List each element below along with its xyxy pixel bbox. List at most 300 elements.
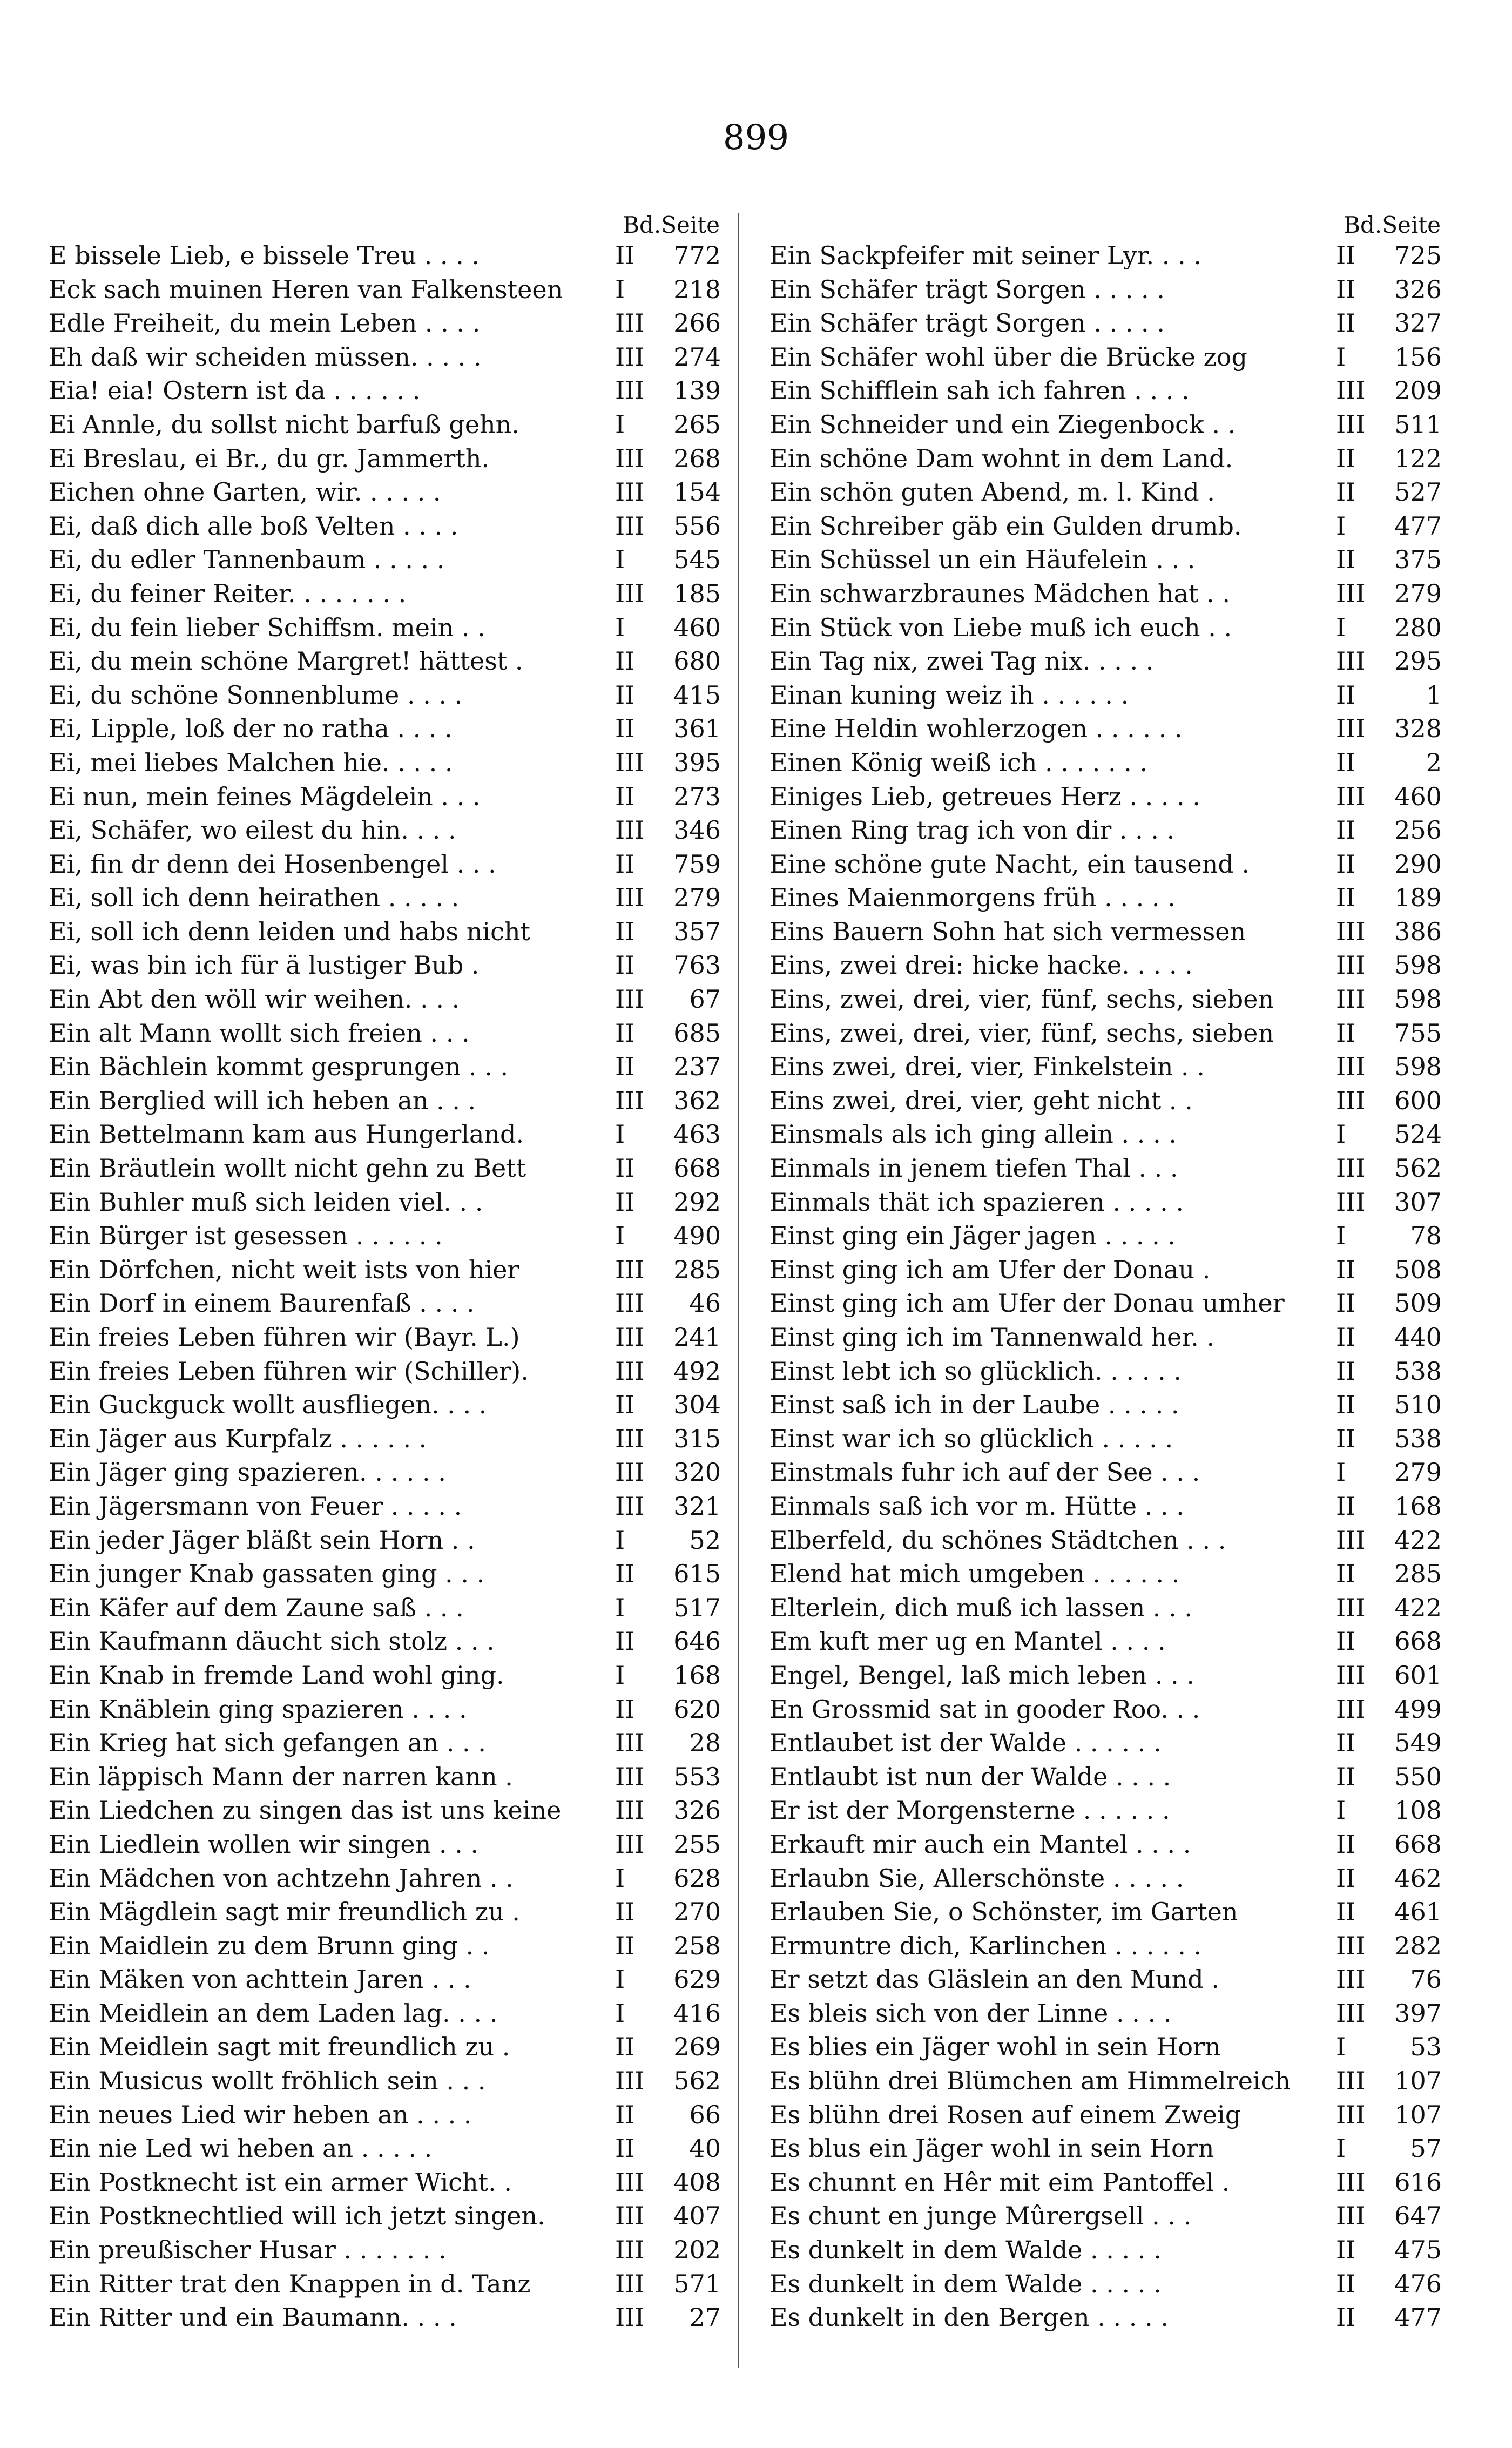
index-entry <box>49 2199 721 2233</box>
entry-reference <box>1310 1624 1442 1658</box>
entry-reference <box>589 1997 721 2031</box>
entry-page: 2 <box>1426 747 1442 777</box>
entry-page: 67 <box>689 984 721 1014</box>
index-entry <box>49 442 721 476</box>
entry-volume: II <box>1336 2235 1356 2265</box>
entry-page: 460 <box>673 612 721 642</box>
entry-reference <box>1310 340 1442 374</box>
entry-volume: III <box>615 1356 645 1386</box>
entry-title: Ei, du fein lieber Schiffsm. mein . . <box>49 612 485 642</box>
entry-reference <box>589 1862 721 1896</box>
entry-title: Ein Knab in fremde Land wohl ging. <box>49 1660 504 1690</box>
entry-reference <box>589 509 721 543</box>
entry-title: Eins, zwei, drei, vier, fünf, sechs, sieben <box>770 1018 1274 1048</box>
index-entry <box>49 1489 721 1523</box>
entry-page: 490 <box>673 1221 721 1251</box>
entry-reference <box>589 1388 721 1422</box>
entry-title: Ein Abt den wöll wir weihen. . . . <box>49 984 460 1014</box>
entry-title: Ein Bettelmann kam aus Hungerland. <box>49 1120 524 1149</box>
entry-page: 462 <box>1394 1863 1442 1893</box>
entry-title: Es bleis sich von der Linne . . . . <box>770 1998 1172 2028</box>
entry-title: Elend hat mich umgeben . . . . . . <box>770 1559 1180 1589</box>
index-entry <box>49 1016 721 1050</box>
entry-page: 139 <box>673 376 721 406</box>
entry-page: 755 <box>1394 1018 1442 1048</box>
entry-reference <box>589 1658 721 1692</box>
entry-volume: I <box>615 1593 625 1622</box>
entry-volume: III <box>615 1762 645 1791</box>
entry-page: 395 <box>673 747 721 777</box>
entry-volume: III <box>615 1491 645 1521</box>
entry-volume: II <box>1336 1424 1356 1453</box>
entry-page: 549 <box>1394 1728 1442 1758</box>
entry-page: 209 <box>1394 376 1442 406</box>
entry-page: 598 <box>1394 1052 1442 1082</box>
index-entry <box>49 982 721 1016</box>
entry-volume: III <box>1336 781 1366 811</box>
entry-page: 422 <box>1394 1593 1442 1622</box>
entry-title: Eia! eia! Ostern ist da . . . . . . <box>49 376 421 406</box>
index-entry <box>770 1895 1442 1929</box>
index-entry <box>49 239 721 273</box>
entry-volume: III <box>615 308 645 338</box>
entry-reference <box>589 1929 721 1963</box>
entry-title: Eins zwei, drei, vier, geht nicht . . <box>770 1085 1193 1115</box>
index-entry <box>49 1963 721 1997</box>
index-entry <box>770 239 1442 273</box>
entry-page: 509 <box>1394 1289 1442 1318</box>
index-entry <box>770 1455 1442 1489</box>
entry-volume: II <box>1336 545 1356 575</box>
entry-volume: III <box>615 2066 645 2096</box>
entry-title: Ei, was bin ich für ä lustiger Bub . <box>49 950 480 980</box>
index-entry <box>49 1827 721 1862</box>
entry-title: Entlaubt ist nun der Walde . . . . <box>770 1762 1171 1791</box>
entry-title: Ein Meidlein sagt mit freundlich zu . <box>49 2032 510 2062</box>
entry-title: Einmals saß ich vor m. Hütte . . . <box>770 1491 1184 1521</box>
entry-volume: III <box>1336 1965 1366 1994</box>
entry-title: Erlaubn Sie, Allerschönste . . . . . <box>770 1863 1184 1893</box>
entry-reference <box>589 1219 721 1253</box>
entry-title: En Grossmid sat in gooder Roo. . . <box>770 1694 1200 1724</box>
entry-volume: II <box>1336 1390 1356 1420</box>
entry-page: 256 <box>1394 815 1442 845</box>
index-entry <box>49 1692 721 1727</box>
entry-reference <box>1310 408 1442 442</box>
entry-page: 53 <box>1410 2032 1442 2062</box>
entry-page: 279 <box>673 883 721 913</box>
entry-title: Ei nun, mein feines Mägdelein . . . <box>49 781 481 811</box>
index-entry <box>770 1151 1442 1185</box>
entry-page: 476 <box>1394 2269 1442 2298</box>
index-entry <box>49 1895 721 1929</box>
entry-reference <box>1310 1827 1442 1862</box>
entry-page: 668 <box>1394 1829 1442 1859</box>
entry-page: 122 <box>1394 443 1442 473</box>
entry-title: Eins Bauern Sohn hat sich vermessen <box>770 916 1246 946</box>
index-entry <box>49 1726 721 1760</box>
entry-reference <box>1310 1320 1442 1354</box>
entry-volume: III <box>615 342 645 372</box>
index-entry <box>770 881 1442 915</box>
entry-volume: I <box>615 612 625 642</box>
entry-title: Eck sach muinen Heren van Falkensteen <box>49 274 563 304</box>
entry-volume: II <box>615 1154 635 1183</box>
entry-volume: II <box>1336 274 1356 304</box>
entry-reference <box>1310 1016 1442 1050</box>
entry-volume: III <box>615 1829 645 1859</box>
entry-page: 156 <box>1394 342 1442 372</box>
entry-title: Es chunt en junge Mûrergsell . . . <box>770 2201 1192 2231</box>
entry-page: 538 <box>1394 1356 1442 1386</box>
entry-volume: III <box>1336 1052 1366 1082</box>
entry-reference <box>589 1455 721 1489</box>
entry-volume: II <box>615 2032 635 2062</box>
entry-volume: II <box>1336 1762 1356 1791</box>
entry-reference <box>589 847 721 881</box>
entry-volume: II <box>615 1018 635 1048</box>
index-entry <box>770 1692 1442 1727</box>
entry-volume: III <box>615 984 645 1014</box>
entry-title: Ein Dörfchen, nicht weit ists von hier <box>49 1255 519 1284</box>
entry-page: 463 <box>673 1120 721 1149</box>
entry-page: 40 <box>689 2134 721 2163</box>
entry-volume: I <box>1336 1120 1346 1149</box>
entry-title: Ermuntre dich, Karlinchen . . . . . . <box>770 1931 1202 1960</box>
entry-volume: III <box>1336 1660 1366 1690</box>
entry-page: 556 <box>673 511 721 541</box>
entry-volume: II <box>615 1559 635 1589</box>
entry-title: Einst ging ich am Ufer der Donau . <box>770 1255 1211 1284</box>
entry-page: 274 <box>673 342 721 372</box>
index-entry <box>49 1320 721 1354</box>
entry-reference <box>589 678 721 712</box>
index-entry <box>770 442 1442 476</box>
entry-title: Ei, du schöne Sonnenblume . . . . <box>49 680 463 710</box>
index-entry <box>770 2030 1442 2064</box>
entry-title: Ein Dorf in einem Baurenfaß . . . . <box>49 1289 475 1318</box>
entry-page: 285 <box>673 1255 721 1284</box>
entry-page: 680 <box>673 646 721 676</box>
entry-volume: II <box>1336 241 1356 270</box>
entry-reference <box>589 273 721 307</box>
entry-title: Eine schöne gute Nacht, ein tausend . <box>770 849 1250 879</box>
index-entry <box>770 340 1442 374</box>
entry-title: Einst ging ich am Ufer der Donau umher <box>770 1289 1285 1318</box>
entry-volume: III <box>1336 916 1366 946</box>
entry-volume: III <box>1336 2167 1366 2197</box>
entry-page: 154 <box>673 477 721 507</box>
page-number: 899 <box>723 118 789 158</box>
entry-page: 562 <box>1394 1154 1442 1183</box>
entry-page: 285 <box>1394 1559 1442 1589</box>
entry-page: 327 <box>1394 308 1442 338</box>
entry-reference <box>589 2098 721 2132</box>
entry-page: 326 <box>673 1796 721 1825</box>
entry-page: 76 <box>1410 1965 1442 1994</box>
index-entry <box>770 1929 1442 1963</box>
entry-volume: III <box>615 815 645 845</box>
entry-title: Ein preußischer Husar . . . . . . . <box>49 2235 447 2265</box>
entry-title: Edle Freiheit, du mein Leben . . . . <box>49 308 481 338</box>
entry-page: 46 <box>689 1289 721 1318</box>
entry-volume: III <box>615 2167 645 2197</box>
index-entry <box>49 1422 721 1456</box>
index-entry <box>770 1354 1442 1388</box>
entry-volume: II <box>615 1052 635 1082</box>
entry-reference <box>1310 442 1442 476</box>
entry-page: 408 <box>673 2167 721 2197</box>
entry-reference <box>1310 1286 1442 1320</box>
entry-page: 460 <box>1394 781 1442 811</box>
index-entry <box>770 1557 1442 1591</box>
index-entry <box>49 2233 721 2267</box>
entry-volume: III <box>1336 714 1366 744</box>
entry-page: 326 <box>1394 274 1442 304</box>
entry-reference <box>589 1793 721 1827</box>
entry-title: Ei, mei liebes Malchen hie. . . . . <box>49 747 453 777</box>
index-entry <box>770 273 1442 307</box>
entry-title: Ein Schäfer trägt Sorgen . . . . . <box>770 274 1165 304</box>
index-entry <box>770 2166 1442 2200</box>
entry-title: Er ist der Morgensterne . . . . . . <box>770 1796 1170 1825</box>
entry-page: 475 <box>1394 2235 1442 2265</box>
index-entry <box>49 543 721 577</box>
entry-title: Einan kuning weiz ih . . . . . . <box>770 680 1129 710</box>
index-entry <box>49 509 721 543</box>
entry-reference <box>1310 1591 1442 1625</box>
entry-title: Ein Postknechtlied will ich jetzt singen. <box>49 2201 545 2231</box>
index-entry <box>49 881 721 915</box>
entry-title: Ei Annle, du sollst nicht barfuß gehn. <box>49 409 519 439</box>
entry-page: 759 <box>673 849 721 879</box>
index-entry <box>49 611 721 645</box>
index-entry <box>770 1320 1442 1354</box>
entry-page: 524 <box>1394 1120 1442 1149</box>
index-entry <box>770 1388 1442 1422</box>
entry-title: Ein Jäger ging spazieren. . . . . . <box>49 1458 446 1487</box>
entry-reference <box>1310 306 1442 340</box>
entry-volume: II <box>1336 815 1356 845</box>
entry-volume: I <box>1336 511 1346 541</box>
entry-page: 57 <box>1410 2134 1442 2163</box>
entry-title: Ein Jäger aus Kurpfalz . . . . . . <box>49 1424 427 1453</box>
entry-page: 78 <box>1410 1221 1442 1251</box>
entry-title: Es blühn drei Blümchen am Himmelreich <box>770 2066 1291 2096</box>
entry-volume: III <box>615 477 645 507</box>
entry-title: Ei, fin dr denn dei Hosenbengel . . . <box>49 849 496 879</box>
index-entry <box>49 1388 721 1422</box>
index-entry <box>49 577 721 611</box>
entry-title: Es chunnt en Hêr mit eim Pantoffel . <box>770 2167 1230 2197</box>
entry-page: 415 <box>673 680 721 710</box>
entry-reference <box>589 1016 721 1050</box>
entry-title: Ein Postknecht ist ein armer Wicht. . <box>49 2167 512 2197</box>
entry-page: 282 <box>1394 1931 1442 1960</box>
entry-reference <box>1310 915 1442 949</box>
entry-reference <box>1310 2233 1442 2267</box>
entry-reference <box>1310 1117 1442 1151</box>
entry-title: Er setzt das Gläslein an den Mund . <box>770 1965 1219 1994</box>
entry-reference <box>589 239 721 273</box>
entry-reference <box>1310 1862 1442 1896</box>
entry-volume: II <box>1336 477 1356 507</box>
entry-page: 571 <box>673 2269 721 2298</box>
entry-page: 725 <box>1394 241 1442 270</box>
entry-volume: II <box>1336 1627 1356 1656</box>
entry-reference <box>1310 2199 1442 2233</box>
column-divider <box>738 213 739 2368</box>
entry-volume: II <box>1336 1829 1356 1859</box>
entry-page: 407 <box>673 2201 721 2231</box>
entry-page: 763 <box>673 950 721 980</box>
entry-page: 346 <box>673 815 721 845</box>
entry-volume: III <box>615 1796 645 1825</box>
index-entry <box>49 408 721 442</box>
entry-page: 52 <box>689 1525 721 1555</box>
entry-page: 107 <box>1394 2066 1442 2096</box>
entry-volume: III <box>615 443 645 473</box>
index-entry <box>770 1827 1442 1862</box>
index-entry <box>770 611 1442 645</box>
entry-volume: III <box>1336 1187 1366 1217</box>
entry-title: Entlaubet ist der Walde . . . . . . <box>770 1728 1162 1758</box>
entry-volume: III <box>1336 1998 1366 2028</box>
column-header <box>770 205 1442 239</box>
entry-page: 477 <box>1394 2303 1442 2332</box>
entry-volume: II <box>615 714 635 744</box>
entry-page: 511 <box>1394 409 1442 439</box>
entry-page: 386 <box>1394 916 1442 946</box>
entry-volume: III <box>615 2201 645 2231</box>
entry-title: Einmals thät ich spazieren . . . . . <box>770 1187 1184 1217</box>
index-entry <box>770 915 1442 949</box>
entry-volume: III <box>615 1728 645 1758</box>
entry-reference <box>589 881 721 915</box>
entry-page: 508 <box>1394 1255 1442 1284</box>
entry-page: 668 <box>673 1154 721 1183</box>
index-entry <box>770 1050 1442 1084</box>
index-entry <box>770 1793 1442 1827</box>
entry-reference <box>589 2064 721 2098</box>
entry-page: 550 <box>1394 1762 1442 1791</box>
entry-title: Es dunkelt in den Bergen . . . . . <box>770 2303 1169 2332</box>
entry-title: Ein jeder Jäger bläßt sein Horn . . <box>49 1525 475 1555</box>
entry-volume: II <box>1336 1018 1356 1048</box>
entry-title: Ein Schäfer wohl über die Brücke zog <box>770 342 1247 372</box>
index-entry <box>770 1862 1442 1896</box>
entry-volume: II <box>1336 1863 1356 1893</box>
entry-title: Ein Sackpfeifer mit seiner Lyr. . . . <box>770 241 1202 270</box>
index-entry <box>770 374 1442 408</box>
entry-volume: I <box>615 545 625 575</box>
entry-volume: II <box>1336 849 1356 879</box>
index-entry <box>49 1253 721 1287</box>
index-entry <box>49 1286 721 1320</box>
entry-page: 280 <box>1394 612 1442 642</box>
entry-volume: III <box>1336 409 1366 439</box>
index-entry <box>770 2064 1442 2098</box>
entry-title: Ein Mägdlein sagt mir freundlich zu . <box>49 1897 520 1927</box>
entry-reference <box>1310 611 1442 645</box>
entry-page: 269 <box>673 2032 721 2062</box>
entry-volume: I <box>1336 2134 1346 2163</box>
entry-reference <box>1310 1760 1442 1794</box>
index-entry <box>770 1253 1442 1287</box>
entry-volume: III <box>1336 2066 1366 2096</box>
entry-title: Ei Breslau, ei Br., du gr. Jammerth. <box>49 443 490 473</box>
entry-reference <box>1310 239 1442 273</box>
entry-page: 422 <box>1394 1525 1442 1555</box>
index-entry <box>49 813 721 847</box>
entry-title: Ein freies Leben führen wir (Schiller). <box>49 1356 529 1386</box>
entry-title: Ein Berglied will ich heben an . . . <box>49 1085 476 1115</box>
entry-reference <box>589 1185 721 1219</box>
entry-reference <box>1310 1253 1442 1287</box>
index-entry <box>770 2199 1442 2233</box>
entry-reference <box>589 1624 721 1658</box>
entry-volume: III <box>1336 1931 1366 1960</box>
entry-page: 202 <box>673 2235 721 2265</box>
index-entry <box>770 1591 1442 1625</box>
index-entry <box>49 2267 721 2301</box>
entry-reference <box>589 948 721 982</box>
entry-page: 646 <box>673 1627 721 1656</box>
index-entry <box>770 1185 1442 1219</box>
index-entry <box>49 1624 721 1658</box>
entry-reference <box>589 1151 721 1185</box>
index-entry <box>770 509 1442 543</box>
entry-page: 270 <box>673 1897 721 1927</box>
entry-page: 647 <box>1394 2201 1442 2231</box>
index-entry <box>770 813 1442 847</box>
entry-reference <box>589 746 721 780</box>
entry-reference <box>589 543 721 577</box>
index-entry <box>770 982 1442 1016</box>
entry-title: Eins zwei, drei, vier, Finkelstein . . <box>770 1052 1205 1082</box>
index-entry <box>770 1523 1442 1557</box>
entry-page: 255 <box>673 1829 721 1859</box>
entry-page: 273 <box>673 781 721 811</box>
column-header-label: Bd.Seite <box>1344 212 1441 238</box>
entry-page: 616 <box>1394 2167 1442 2197</box>
entry-reference <box>589 780 721 814</box>
index-entry <box>770 678 1442 712</box>
entry-title: Ein läppisch Mann der narren kann . <box>49 1762 513 1791</box>
index-entry <box>49 1591 721 1625</box>
entry-page: 304 <box>673 1390 721 1420</box>
entry-title: Ein Bürger ist gesessen . . . . . . <box>49 1221 443 1251</box>
entry-list <box>770 239 1442 2335</box>
entry-reference <box>589 712 721 746</box>
entry-title: Ein Schüssel un ein Häufelein . . . <box>770 545 1196 575</box>
entry-title: Ein neues Lied wir heben an . . . . <box>49 2100 472 2129</box>
entry-volume: III <box>1336 1154 1366 1183</box>
entry-volume: II <box>615 1390 635 1420</box>
entry-volume: II <box>615 2100 635 2129</box>
entry-reference <box>1310 1963 1442 1997</box>
entry-reference <box>1310 1422 1442 1456</box>
entry-reference <box>1310 475 1442 509</box>
entry-reference <box>589 1726 721 1760</box>
entry-title: Einmals in jenem tiefen Thal . . . <box>770 1154 1178 1183</box>
entry-page: 375 <box>1394 545 1442 575</box>
entry-volume: II <box>615 1931 635 1960</box>
entry-title: Ein junger Knab gassaten ging . . . <box>49 1559 485 1589</box>
entry-page: 108 <box>1394 1796 1442 1825</box>
entry-title: Ein Guckguck wollt ausfliegen. . . . <box>49 1390 487 1420</box>
entry-title: Ein Stück von Liebe muß ich euch . . <box>770 612 1232 642</box>
